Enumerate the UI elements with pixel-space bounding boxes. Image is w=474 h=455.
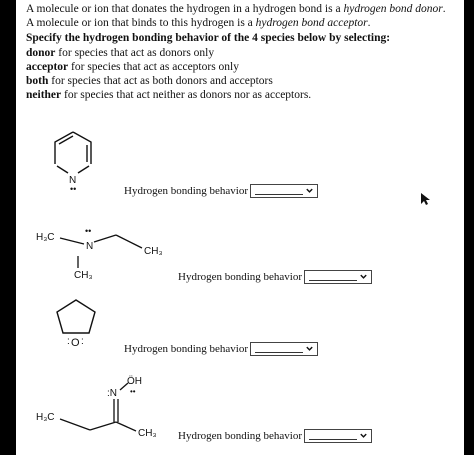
oxime-oh-label: ÖH — [127, 376, 142, 387]
oxime-h3c-label: H₃C — [36, 412, 55, 423]
question-row-2 — [178, 270, 372, 284]
question-1-select[interactable] — [250, 184, 318, 198]
question-4-label: Hydrogen bonding behavior — [178, 430, 303, 442]
question-3-label: Hydrogen bonding behavior — [124, 343, 249, 355]
question-3-select[interactable] — [250, 342, 318, 356]
thf-lone-pair-right: : — [81, 336, 84, 347]
pyridine-lone-pair: •• — [70, 184, 77, 194]
chevron-down-icon — [305, 186, 314, 195]
intro-line-donor-definition: A molecule or ion that donates the hydrogen in a hydrogen bond is a hydrogen bond donor. — [26, 3, 446, 15]
pyridine-n-label: N — [69, 175, 77, 186]
thf-structure — [52, 296, 104, 358]
thf-lone-pair-left: : — [67, 336, 70, 347]
thf-o-label: O — [71, 337, 80, 349]
chevron-down-icon — [305, 344, 314, 353]
trimethylamine-h3c-label: H₃C — [36, 232, 55, 243]
question-row-1 — [124, 184, 318, 198]
mouse-cursor-icon — [420, 192, 430, 206]
trimethylamine-ch3-bottom-label: CH₃ — [74, 270, 93, 281]
trimethylamine-ch3-right-label: CH₃ — [144, 246, 163, 257]
chevron-down-icon — [359, 272, 368, 281]
oxime-n-label: :N — [107, 388, 117, 399]
trimethylamine-n-label: N — [86, 241, 94, 252]
question-4-select[interactable] — [304, 429, 372, 443]
oxime-o-lone-pair-bottom: •• — [130, 387, 136, 396]
option-acceptor-line: acceptor for species that act as acceptors only — [26, 61, 239, 73]
question-2-label: Hydrogen bonding behavior — [178, 271, 303, 283]
trimethylamine-lone-pair: •• — [85, 226, 92, 236]
trimethylamine-structure — [34, 226, 174, 286]
oxime-ch3-label: CH₃ — [138, 428, 157, 439]
question-2-select[interactable] — [304, 270, 372, 284]
instruction-text: Specify the hydrogen bonding behavior of the 4 species below by selecting: — [26, 32, 391, 44]
question-1-label: Hydrogen bonding behavior — [124, 185, 249, 197]
intro-line-acceptor-definition: A molecule or ion that binds to this hydrogen is a hydrogen bond acceptor. — [26, 17, 371, 29]
option-donor-line: donor for species that act as donors only — [26, 47, 215, 59]
pyridine-structure — [46, 128, 106, 200]
question-row-3 — [124, 342, 318, 356]
option-both-line: both for species that act as both donors and acceptors — [26, 75, 273, 87]
question-row-4 — [178, 429, 372, 443]
question-panel — [16, 0, 464, 455]
oxime-structure — [34, 364, 184, 440]
chevron-down-icon — [359, 431, 368, 440]
option-neither-line: neither for species that act neither as donors nor as acceptors. — [26, 89, 312, 101]
